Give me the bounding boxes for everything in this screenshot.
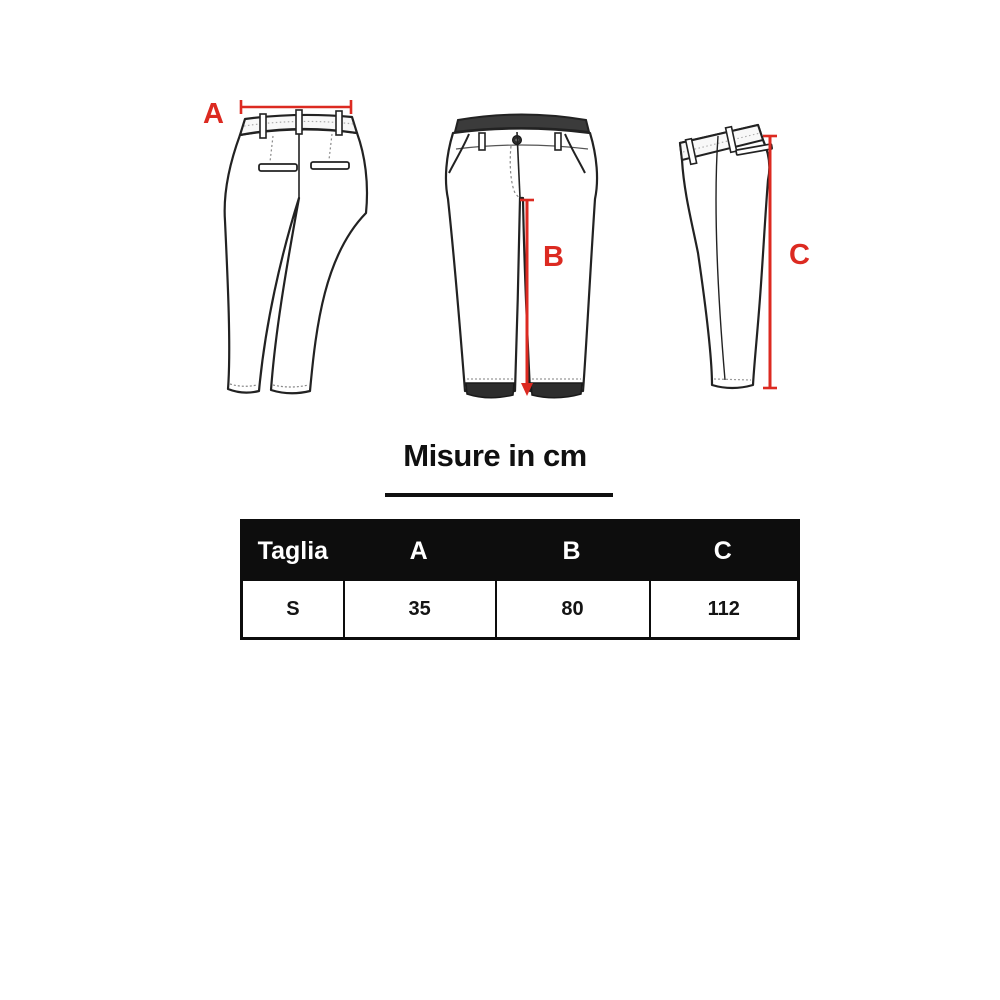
back-pocket xyxy=(259,164,297,171)
belt-loop xyxy=(479,133,485,150)
pants-back-view-drawing xyxy=(215,95,400,405)
header-cell-a: A xyxy=(409,537,428,565)
cell-measure-b: 80 xyxy=(495,581,649,637)
size-table xyxy=(240,519,800,640)
pants-front-outline xyxy=(446,115,597,398)
pants-front-view-drawing xyxy=(438,104,608,404)
measure-label-a: A xyxy=(203,98,224,130)
belt-loop xyxy=(336,111,342,135)
measure-label-c: C xyxy=(789,239,810,271)
cell-measure-c: 112 xyxy=(649,581,797,637)
header-cell-c: C xyxy=(713,537,732,565)
belt-loop xyxy=(555,133,561,150)
header-cell-b: B xyxy=(562,537,581,565)
back-pocket xyxy=(311,162,349,169)
belt-loop xyxy=(260,114,266,138)
cell-size: S xyxy=(286,597,300,620)
pants-back-outline xyxy=(225,110,367,393)
measure-label-b: B xyxy=(543,241,564,273)
header-cell-taglia: Taglia xyxy=(257,537,329,565)
title-underline xyxy=(385,493,613,497)
pants-side-outline xyxy=(680,125,772,388)
cell-measure-a: 35 xyxy=(343,581,495,637)
belt-loop xyxy=(296,110,302,134)
size-table-data-row xyxy=(243,581,797,637)
size-table-header-row xyxy=(243,522,797,581)
page-title: Misure in cm xyxy=(403,438,587,473)
